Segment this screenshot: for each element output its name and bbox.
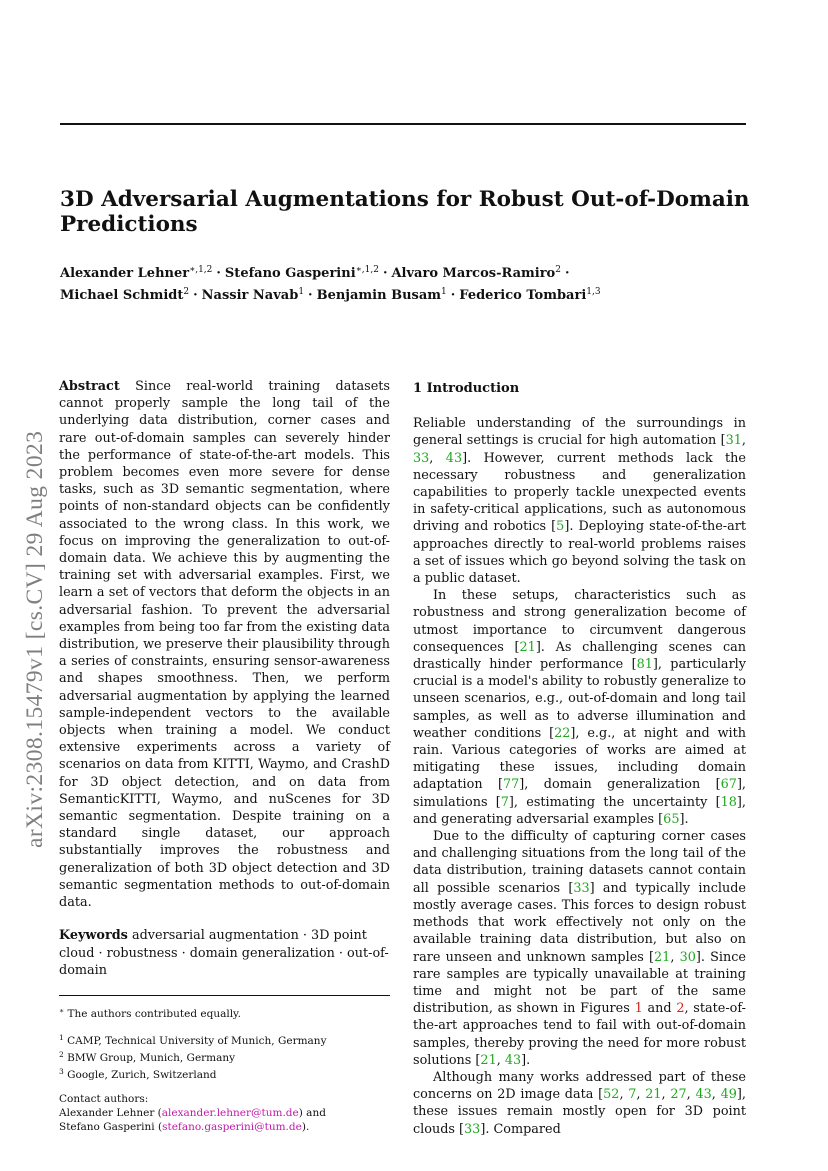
- section-heading-introduction: 1 Introduction: [413, 381, 520, 396]
- citation-link[interactable]: 67: [720, 777, 737, 793]
- figure-reference-link[interactable]: 1: [634, 1001, 643, 1017]
- author-affiliation-mark: ∗,1,2: [355, 265, 379, 275]
- citation-link[interactable]: 21: [654, 949, 671, 965]
- footnote-rule: [59, 995, 390, 996]
- contact-author: Stefano Gasperini (stefano.gasperini@tum.de).: [59, 1120, 310, 1133]
- author-separator: ·: [382, 266, 388, 281]
- contact-author: Alexander Lehner (alexander.lehner@tum.de) and: [59, 1106, 326, 1119]
- author-name: Alexander Lehner$^{∗,1,2}$: [60, 265, 213, 281]
- author-list: [60, 261, 760, 305]
- keywords-text: adversarial augmentation · 3D point cloud · robustness · domain generalization · out-of-domain: [59, 928, 389, 978]
- citation-link[interactable]: 5: [556, 519, 565, 535]
- author-name: Stefano Gasperini$^{∗,1,2}$: [224, 265, 379, 281]
- citation-link[interactable]: 33: [413, 450, 430, 466]
- citation-link[interactable]: 22: [554, 725, 571, 741]
- citation-link[interactable]: 77: [503, 777, 520, 793]
- affiliation-footnotes: [59, 1031, 390, 1082]
- author-affiliation-mark: ∗,1,2: [189, 265, 213, 275]
- citation-link[interactable]: 21: [519, 639, 536, 655]
- intro-paragraph-1: Reliable understanding of the surroundings in general settings is crucial for high automation [31, 33, 43]. However, current methods lack the necessary robustness and generalization capabilities to properly tackle unexpected events in safety-critical applications, such as autonomous driving and robotics [5]. Deploying state-of-the-art approaches directly to real-world problems raises a set of issues which go beyond solving the task on a public dataset.: [413, 416, 746, 587]
- keywords-heading: Keywords: [59, 928, 128, 944]
- abstract-text: Since real-world training datasets cannot properly sample the long tail of the underlying data distribution, corner cases and rare out-of-domain samples can severely hinder the performance of state-of-the-art models. This problem becomes even more severe for dense tasks, such as 3D semantic segmentation, where points of non-standard objects can be confidently associated to the wrong class. In this work, we focus on improving the generalization to out-of-domain data. We achieve this by augmenting the training set with adversarial examples. First, we learn a set of vectors that deform the objects in an adversarial fashion. To prevent the adversarial examples from being too far from the existing data distribution, we preserve their plausibility through a series of constraints, ensuring sensor-awareness and shapes smoothness. Then, we perform adversarial augmentation by applying the learned sample-independent vectors to the available objects when training a model. We conduct extensive experiments across a variety of scenarios on data from KITTI, Waymo, and CrashD for 3D object detection, and on data from SemanticKITTI, Waymo, and nuScenes for 3D semantic segmentation. Despite training on a standard single dataset, our approach substantially improves the robustness and generalization of both 3D object detection and 3D semantic segmentation methods to out-of-domain data.: [59, 379, 390, 911]
- intro-paragraph-4: Although many works addressed part of these concerns on 2D image data [52, 7, 21, 27, 43, 49], these issues remain mostly open for 3D point clouds [33]. Compared: [413, 1069, 746, 1137]
- author-affiliation-mark: 2: [555, 265, 561, 275]
- citation-link[interactable]: 30: [679, 949, 696, 965]
- author-affiliation-mark: 1: [298, 287, 305, 297]
- affiliation-footnote: $^2$ BMW Group, Munich, Germany: [59, 1049, 236, 1064]
- author-name: Federico Tombari$^{1,3}$: [459, 287, 601, 303]
- author-affiliation-mark: 2: [183, 287, 190, 297]
- keywords: [59, 927, 390, 979]
- left-column: [59, 378, 390, 1134]
- author-separator: ·: [564, 266, 570, 281]
- abstract-heading: Abstract: [59, 379, 120, 394]
- affiliation-footnote: $^3$ Google, Zurich, Switzerland: [59, 1066, 217, 1081]
- author-affiliation-mark: 1: [441, 287, 447, 297]
- author-separator: ·: [216, 266, 221, 281]
- citation-link[interactable]: 43: [695, 1087, 712, 1103]
- citation-link[interactable]: 43: [445, 450, 463, 466]
- contact-heading: Contact authors:: [59, 1092, 149, 1105]
- contact-list: [59, 1106, 390, 1134]
- figure-reference-link[interactable]: 2: [676, 1001, 685, 1017]
- citation-link[interactable]: 43: [504, 1052, 522, 1068]
- footnote-equal-contribution: ∗ The authors contributed equally.: [59, 1005, 241, 1020]
- right-column: [413, 378, 746, 1138]
- citation-link[interactable]: 18: [720, 794, 737, 810]
- intro-paragraph-3: Due to the difficulty of capturing corner cases and challenging situations from the long tail of the data distribution, training datasets cannot contain all possible scenarios [33] and typically include mostly average cases. This forces to design robust methods that work effectively not only on the available training data distribution, but also on rare unseen and unknown samples [21, 30]. Since rare samples are typically unavailable at training time and might not be part of the same distribution, as shown in Figures 1 and 2, state-of-the-art approaches tend to fail with out-of-domain samples, thereby proving the need for more robust solutions [21, 43].: [413, 829, 746, 1068]
- author-name: Nassir Navab$^1$: [201, 287, 305, 303]
- arxiv-identifier: arXiv:2308.15479v1 [cs.CV] 29 Aug 2023: [22, 430, 48, 848]
- citation-link[interactable]: 81: [636, 657, 653, 673]
- citation-link[interactable]: 52: [603, 1087, 620, 1103]
- top-rule: [60, 123, 746, 125]
- email-link[interactable]: alexander.lehner@tum.de: [161, 1106, 299, 1119]
- citation-link[interactable]: 7: [628, 1087, 637, 1103]
- author-name: Michael Schmidt$^2$: [60, 287, 190, 303]
- affiliation-footnote: $^1$ CAMP, Technical University of Munich, Germany: [59, 1032, 327, 1047]
- email-link[interactable]: stefano.gasperini@tum.de: [162, 1120, 302, 1133]
- citation-link[interactable]: 21: [480, 1052, 497, 1068]
- citation-link[interactable]: 21: [645, 1087, 662, 1103]
- author-name: Alvaro Marcos-Ramiro$^2$: [391, 265, 561, 281]
- author-separator: ·: [193, 288, 198, 303]
- citation-link[interactable]: 65: [663, 811, 680, 827]
- citation-link[interactable]: 49: [720, 1087, 737, 1103]
- citation-link[interactable]: 33: [464, 1121, 481, 1137]
- intro-paragraph-2: In these setups, characteristics such as robustness and strong generalization become of utmost importance to circumvent dangerous consequences [21]. As challenging scenes can drastically hinder performance [81], particularly crucial is a model's ability to robustly generalize to unseen scenarios, e.g., out-of-domain and long tail samples, as well as to adverse illumination and weather conditions [22], e.g., at night and with rain. Various categories of works are aimed at mitigating these issues, including domain adaptation [77], domain generalization [67], simulations [7], estimating the uncertainty [18], and generating adversarial examples [65].: [413, 588, 747, 827]
- citation-link[interactable]: 27: [670, 1087, 687, 1103]
- author-affiliation-mark: 1,3: [586, 287, 601, 297]
- author-name: Benjamin Busam$^1$: [316, 287, 447, 303]
- citation-link[interactable]: 7: [500, 794, 509, 810]
- author-separator: ·: [308, 288, 313, 303]
- citation-link[interactable]: 33: [573, 880, 590, 896]
- citation-link[interactable]: 31: [725, 433, 742, 449]
- author-separator: ·: [450, 288, 456, 303]
- paper-title: 3D Adversarial Augmentations for Robust Out-of-Domain Predictions: [60, 187, 750, 237]
- abstract: [59, 378, 390, 911]
